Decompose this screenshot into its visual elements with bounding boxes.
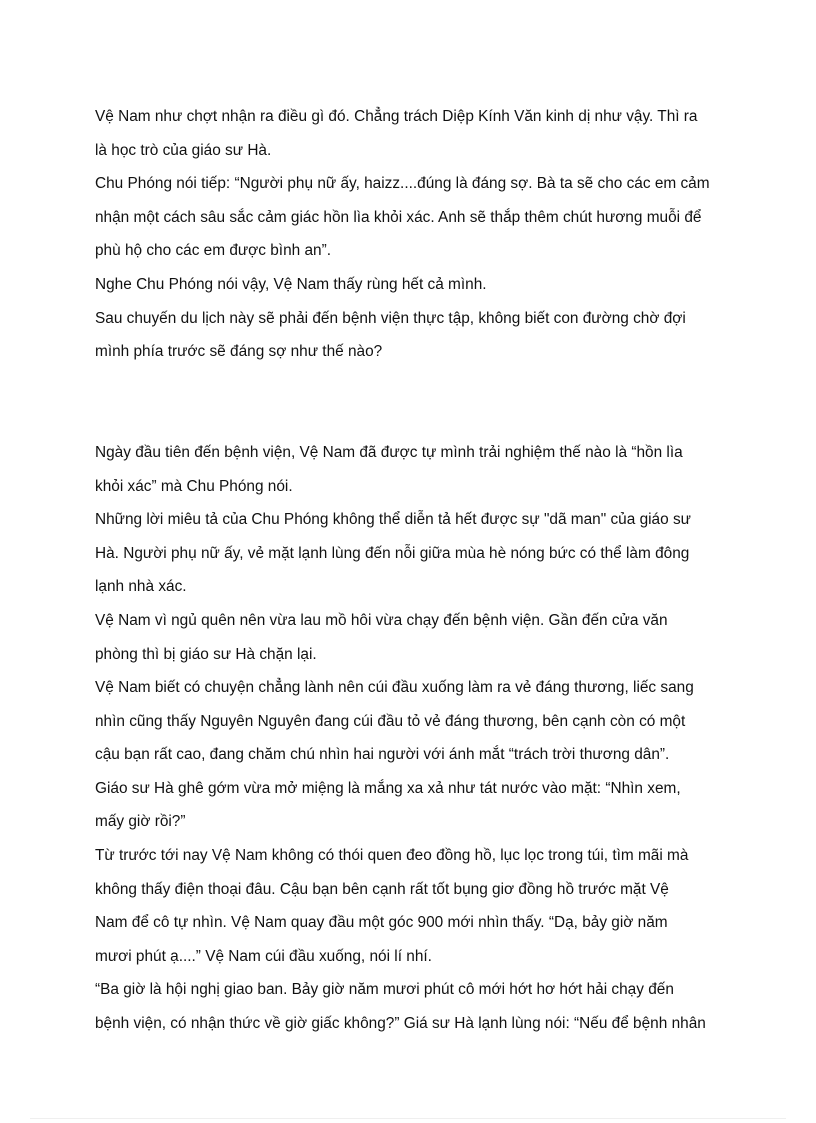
text-line: lạnh nhà xác.	[95, 578, 187, 596]
text-line: bệnh viện, có nhận thức về giờ giấc không?” Giá sư Hà lạnh lùng nói: “Nếu để bệnh nhân	[95, 1015, 706, 1033]
text-line: là học trò của giáo sư Hà.	[95, 141, 272, 159]
text-line: “Ba giờ là hội nghị giao ban. Bảy giờ năm mươi phút cô mới hớt hơ hớt hải chạy đến	[95, 981, 674, 999]
text-line: Sau chuyến du lịch này sẽ phải đến bệnh viện thực tập, không biết con đường chờ đợi	[95, 309, 686, 327]
text-line: Nam để cô tự nhìn. Vệ Nam quay đầu một góc 900 mới nhìn thấy. “Dạ, bảy giờ năm	[95, 914, 668, 932]
text-line: Nghe Chu Phóng nói vậy, Vệ Nam thấy rùng hết cả mình.	[95, 275, 487, 293]
text-line: Vệ Nam biết có chuyện chẳng lành nên cúi đầu xuống làm ra vẻ đáng thương, liếc sang	[95, 679, 694, 697]
text-line: khỏi xác” mà Chu Phóng nói.	[95, 477, 293, 495]
document-body	[95, 100, 730, 1041]
text-line: Vệ Nam như chợt nhận ra điều gì đó. Chẳng trách Diệp Kính Văn kinh dị như vậy. Thì ra	[95, 108, 698, 125]
page-bottom-divider	[30, 1118, 786, 1119]
text-line: Giáo sư Hà ghê gớm vừa mở miệng là mắng xa xả như tát nước vào mặt: “Nhìn xem,	[95, 779, 681, 797]
text-line: phòng thì bị giáo sư Hà chặn lại.	[95, 645, 317, 663]
text-line: Từ trước tới nay Vệ Nam không có thói quen đeo đồng hồ, lục lọc trong túi, tìm mãi mà	[95, 847, 689, 865]
blank-line	[95, 402, 730, 436]
text-line: mình phía trước sẽ đáng sợ như thế nào?	[95, 343, 383, 361]
text-line: mấy giờ rồi?”	[95, 813, 186, 831]
text-line: mươi phút ạ....” Vệ Nam cúi đầu xuống, nói lí nhí.	[95, 947, 432, 965]
text-line: Chu Phóng nói tiếp: “Người phụ nữ ấy, haizz....đúng là đáng sợ. Bà ta sẽ cho các em cảm	[95, 175, 710, 193]
text-line: cậu bạn rất cao, đang chăm chú nhìn hai người với ánh mắt “trách trời thương dân”.	[95, 746, 670, 764]
text-line: nhìn cũng thấy Nguyên Nguyên đang cúi đầu tỏ vẻ đáng thương, bên cạnh còn có một	[95, 712, 686, 730]
text-line: không thấy điện thoại đâu. Cậu bạn bên cạnh rất tốt bụng giơ đồng hồ trước mặt Vệ	[95, 880, 669, 898]
text-line: nhận một cách sâu sắc cảm giác hồn lìa khỏi xác. Anh sẽ thắp thêm chút hương muỗi để	[95, 208, 702, 226]
text-line: Ngày đầu tiên đến bệnh viện, Vệ Nam đã được tự mình trải nghiệm thế nào là “hồn lìa	[95, 443, 683, 461]
text-line: Những lời miêu tả của Chu Phóng không thể diễn tả hết được sự "dã man" của giáo sư	[95, 511, 691, 529]
text-line: Hà. Người phụ nữ ấy, vẻ mặt lạnh lùng đến nỗi giữa mùa hè nóng bức có thể làm đông	[95, 544, 690, 562]
blank-line	[95, 369, 730, 403]
text-line: phù hộ cho các em được bình an”.	[95, 242, 331, 260]
text-line: Vệ Nam vì ngủ quên nên vừa lau mồ hôi vừa chạy đến bệnh viện. Gần đến cửa văn	[95, 611, 668, 629]
